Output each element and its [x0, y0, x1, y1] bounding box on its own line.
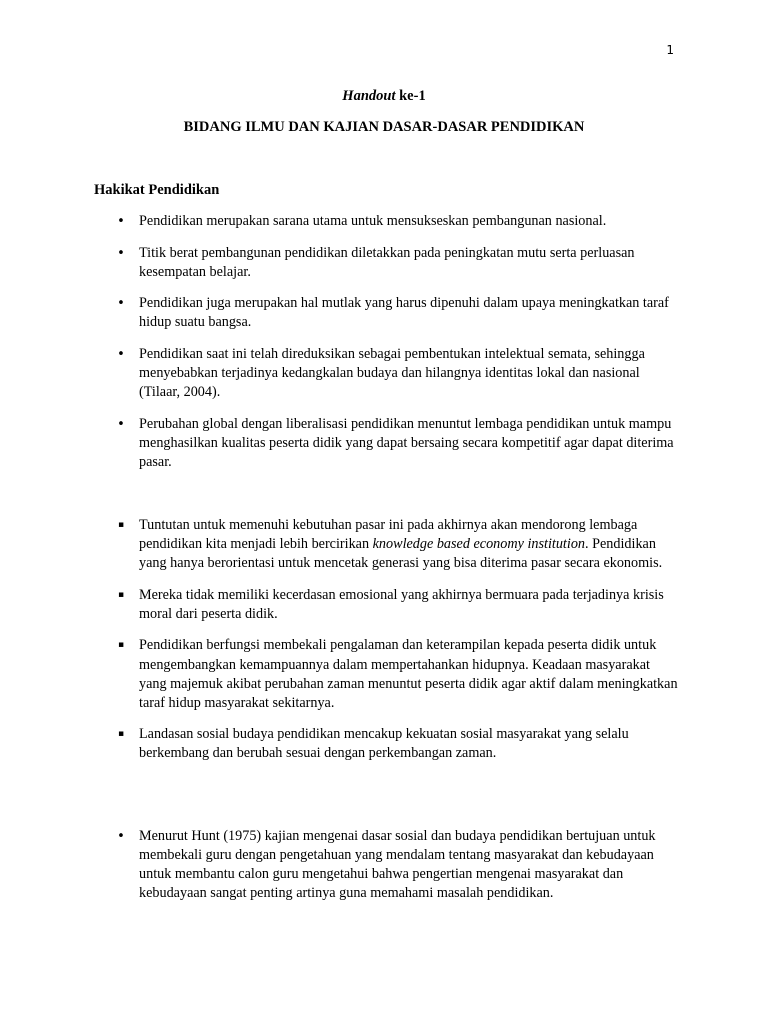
bullet-list-3: [0, 827, 768, 916]
bullet-square-icon: ▪: [117, 589, 125, 600]
list-item: [0, 516, 679, 573]
list-item: [0, 244, 679, 282]
bullet-dot-icon: •: [117, 245, 125, 261]
list-item-text: Landasan sosial budaya pendidikan mencakup kekuatan sosial masyarakat yang selalu berkembang dan berubah sesuai dengan perkembangan zaman.: [139, 726, 629, 762]
list-item-text: Mereka tidak memiliki kecerdasan emosional yang akhirnya bermuara pada terjadinya krisis moral dari peserta didik.: [139, 586, 664, 622]
bullet-dot-icon: •: [117, 346, 125, 362]
list-item: [0, 636, 679, 712]
list-item-text: Perubahan global dengan liberalisasi pendidikan menuntut lembaga pendidikan untuk mampu menghasilkan kualitas peserta didik yang dapat bersaing secara kompetitif agar dapat diterima pasar.: [139, 415, 674, 470]
bullet-square-icon: ▪: [117, 520, 125, 530]
list-item: [0, 586, 679, 624]
list-item-text: Pendidikan juga merupakan hal mutlak yang harus dipenuhi dalam upaya meningkatkan taraf hidup suatu bangsa.: [139, 295, 669, 331]
list-item-text-post: . Pendidikan yang hanya berorientasi untuk mencetak generasi yang bisa diterima pasar secara ekonomis.: [139, 536, 663, 572]
list-item: [0, 725, 679, 763]
document-title: [0, 88, 768, 105]
title-rest: ke-1: [395, 88, 426, 104]
list-item: [0, 415, 679, 472]
bullet-dot-icon: •: [117, 416, 125, 432]
title-italic: Handout: [342, 88, 396, 104]
bullet-list-2: [0, 516, 768, 776]
list-item-text: Titik berat pembangunan pendidikan diletakkan pada peningkatan mutu serta perluasan kesempatan belajar.: [139, 244, 635, 280]
list-item-text: Pendidikan merupakan sarana utama untuk mensukseskan pembangunan nasional.: [139, 213, 607, 229]
document-subtitle: BIDANG ILMU DAN KAJIAN DASAR-DASAR PENDIDIKAN: [183, 119, 585, 135]
list-item: [0, 212, 679, 231]
bullet-dot-icon: •: [117, 214, 125, 229]
bullet-square-icon: ▪: [117, 729, 125, 740]
bullet-list-1: [0, 212, 768, 485]
section-heading: Hakikat Pendidikan: [94, 182, 220, 198]
list-item: [0, 827, 679, 903]
list-item-text: Pendidikan berfungsi membekali pengalaman dan keterampilan kepada peserta didik untuk mengembangkan kemampuannya dalam mempertahankan hidupnya. Keadaan masyarakat yang majemuk akibat perubahan zaman menuntut peserta didik agar aktif dalam meningkatkan taraf hidup masyarakat sekitarnya.: [139, 637, 678, 711]
bullet-dot-icon: •: [117, 829, 125, 844]
list-item-text: Menurut Hunt (1975) kajian mengenai dasar sosial dan budaya pendidikan bertujuan untuk membekali guru dengan pengetahuan yang mendalam tentang masyarakat dan kebudayaan untuk membantu calon guru mengetahui bahwa pengertian mengenai masyarakat dan kebudayaan sangat penting artinya guna memahami masalah pendidikan.: [139, 828, 656, 902]
list-item-text: Pendidikan saat ini telah direduksikan sebagai pembentukan intelektual semata, sehingga menyebabkan terjadinya kedangkalan budaya dan hilangnya identitas lokal dan nasional (Tilaar, 2004).: [139, 345, 645, 401]
page-number: 1: [666, 43, 674, 57]
list-item-text-pre: Tuntutan untuk memenuhi kebutuhan pasar ini pada akhirnya akan mendorong lembaga pendidikan kita menjadi lebih bercirikan: [139, 517, 638, 553]
list-item: [0, 345, 679, 402]
list-item: [0, 294, 679, 332]
bullet-dot-icon: •: [117, 296, 125, 312]
list-item-text-italic: knowledge based economy institution: [372, 536, 586, 553]
bullet-square-icon: ▪: [117, 640, 125, 651]
